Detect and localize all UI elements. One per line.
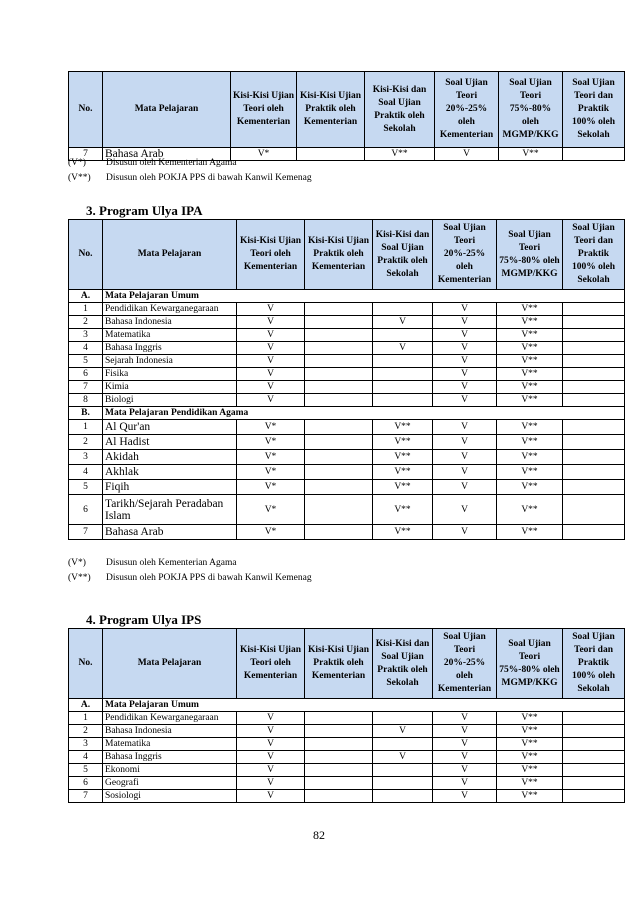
cell-c5: V** bbox=[497, 495, 563, 525]
cell-name: Al Qur'an bbox=[103, 420, 237, 435]
cell-no: 5 bbox=[69, 480, 103, 495]
cell-c4: V bbox=[433, 738, 497, 751]
cell-c3 bbox=[373, 738, 433, 751]
cell-c3 bbox=[373, 777, 433, 790]
cell-name: Pendidikan Kewarganegaraan bbox=[103, 303, 237, 316]
note-text: Disusun oleh POKJA PPS di bawah Kanwil Kemenag bbox=[106, 173, 312, 183]
cell-c6 bbox=[563, 342, 625, 355]
cell-c3: V bbox=[373, 342, 433, 355]
cell-c1: V* bbox=[237, 420, 305, 435]
table-row bbox=[69, 342, 625, 355]
cell-c1: V bbox=[237, 725, 305, 738]
cell-c5: V** bbox=[497, 738, 563, 751]
group-no: A. bbox=[69, 699, 103, 712]
cell-no: 1 bbox=[69, 712, 103, 725]
table-row bbox=[69, 777, 625, 790]
cell-name: Matematika bbox=[103, 738, 237, 751]
cell-c5: V** bbox=[497, 342, 563, 355]
cell-c4: V bbox=[433, 480, 497, 495]
note-text: Disusun oleh Kementerian Agama bbox=[106, 558, 237, 568]
header-soal-100: Soal Ujian Teori dan Praktik 100% oleh Sekolah bbox=[563, 629, 625, 699]
cell-no: 5 bbox=[69, 355, 103, 368]
cell-no: 4 bbox=[69, 342, 103, 355]
page-number: 82 bbox=[313, 828, 325, 842]
header-kisi-sekolah: Kisi-Kisi dan Soal Ujian Praktik oleh Sekolah bbox=[373, 220, 433, 290]
cell-no: 6 bbox=[69, 777, 103, 790]
cell-name: Tarikh/Sejarah Peradaban Islam bbox=[103, 495, 237, 525]
cell-c1: V bbox=[237, 738, 305, 751]
note-text: Disusun oleh Kementerian Agama bbox=[106, 158, 237, 168]
table-row bbox=[69, 450, 625, 465]
table-row bbox=[69, 303, 625, 316]
cell-no: 7 bbox=[69, 790, 103, 803]
cell-c1: V bbox=[237, 381, 305, 394]
cell-c1: V bbox=[237, 355, 305, 368]
cell-c1: V* bbox=[237, 450, 305, 465]
table-row bbox=[69, 712, 625, 725]
cell-c1: V bbox=[237, 329, 305, 342]
cell-name: Bahasa Indonesia bbox=[103, 316, 237, 329]
group-row bbox=[69, 407, 625, 420]
notes-top bbox=[68, 156, 312, 186]
cell-c6 bbox=[563, 790, 625, 803]
cell-c3: V** bbox=[373, 420, 433, 435]
ipa-body bbox=[69, 290, 625, 540]
notes-ipa bbox=[68, 556, 312, 586]
cell-c5: V** bbox=[497, 712, 563, 725]
cell-c6 bbox=[563, 420, 625, 435]
cell-c6 bbox=[563, 712, 625, 725]
cell-c6 bbox=[563, 368, 625, 381]
header-kisi-teori: Kisi-Kisi Ujian Teori oleh Kementerian bbox=[237, 220, 305, 290]
cell-c2 bbox=[305, 764, 373, 777]
cell-c1: V* bbox=[237, 435, 305, 450]
cell-no: 2 bbox=[69, 435, 103, 450]
cell-name: Matematika bbox=[103, 329, 237, 342]
cell-c4: V bbox=[433, 329, 497, 342]
cell-c1: V bbox=[237, 764, 305, 777]
cell-c5: V** bbox=[497, 381, 563, 394]
cell-c6 bbox=[563, 495, 625, 525]
cell-c1: V bbox=[237, 342, 305, 355]
cell-no: 7 bbox=[69, 148, 103, 161]
cell-c4: V bbox=[433, 525, 497, 540]
cell-no: 3 bbox=[69, 738, 103, 751]
group-no: B. bbox=[69, 407, 103, 420]
note-key: (V*) bbox=[68, 158, 86, 168]
cell-c1: V bbox=[237, 303, 305, 316]
table-row bbox=[69, 368, 625, 381]
cell-c3: V** bbox=[373, 435, 433, 450]
header-soal-100: Soal Ujian Teori dan Praktik 100% oleh Sekolah bbox=[563, 220, 625, 290]
table-row bbox=[69, 329, 625, 342]
cell-name: Fisika bbox=[103, 368, 237, 381]
ips-body bbox=[69, 699, 625, 803]
group-name: Mata Pelajaran Pendidikan Agama bbox=[103, 407, 625, 420]
header-mata-pelajaran: Mata Pelajaran bbox=[103, 629, 237, 699]
cell-c6 bbox=[563, 303, 625, 316]
cell-c2 bbox=[305, 329, 373, 342]
cell-c6 bbox=[563, 480, 625, 495]
cell-c3: V** bbox=[373, 495, 433, 525]
cell-c3 bbox=[373, 329, 433, 342]
cell-name: Bahasa Inggris bbox=[103, 342, 237, 355]
header-soal-75: Soal Ujian Teori 75%-80% oleh MGMP/KKG bbox=[497, 629, 563, 699]
cell-c2 bbox=[305, 777, 373, 790]
cell-c4: V bbox=[433, 394, 497, 407]
table-row bbox=[69, 394, 625, 407]
cell-c1: V* bbox=[237, 465, 305, 480]
cell-c5: V** bbox=[497, 435, 563, 450]
group-row bbox=[69, 290, 625, 303]
cell-c4: V bbox=[433, 368, 497, 381]
cell-c4: V bbox=[433, 495, 497, 525]
cell-c3: V** bbox=[373, 525, 433, 540]
cell-c4: V bbox=[433, 751, 497, 764]
cell-c1: V bbox=[237, 751, 305, 764]
cell-c4: V bbox=[433, 355, 497, 368]
cell-c6 bbox=[563, 394, 625, 407]
cell-c3: V bbox=[373, 316, 433, 329]
header-kisi-teori: Kisi-Kisi Ujian Teori oleh Kementerian bbox=[231, 72, 297, 148]
cell-c2 bbox=[305, 435, 373, 450]
cell-c6 bbox=[563, 777, 625, 790]
cell-c3 bbox=[373, 712, 433, 725]
note-key: (V**) bbox=[68, 573, 91, 583]
cell-c3 bbox=[373, 368, 433, 381]
cell-c4: V bbox=[433, 777, 497, 790]
cell-c3: V** bbox=[373, 480, 433, 495]
table-row bbox=[69, 465, 625, 480]
header-mata-pelajaran: Mata Pelajaran bbox=[103, 72, 231, 148]
cell-c2 bbox=[305, 525, 373, 540]
cell-no: 8 bbox=[69, 394, 103, 407]
cell-c6 bbox=[563, 738, 625, 751]
cell-no: 4 bbox=[69, 751, 103, 764]
cell-c4: V bbox=[433, 381, 497, 394]
cell-name: Fiqih bbox=[103, 480, 237, 495]
table-row bbox=[69, 381, 625, 394]
group-row bbox=[69, 699, 625, 712]
table-row bbox=[69, 435, 625, 450]
cell-c5: V** bbox=[497, 420, 563, 435]
cell-c2 bbox=[305, 368, 373, 381]
cell-c5: V** bbox=[497, 790, 563, 803]
cell-c1: V bbox=[237, 790, 305, 803]
cell-c6 bbox=[563, 525, 625, 540]
cell-c5: V** bbox=[497, 329, 563, 342]
cell-name: Pendidikan Kewarganegaraan bbox=[103, 712, 237, 725]
cell-c5: V** bbox=[497, 777, 563, 790]
cell-c5: V** bbox=[497, 450, 563, 465]
cell-c6 bbox=[563, 329, 625, 342]
cell-c1: V bbox=[237, 394, 305, 407]
cell-c6 bbox=[563, 764, 625, 777]
cell-name: Akhlak bbox=[103, 465, 237, 480]
cell-name: Sejarah Indonesia bbox=[103, 355, 237, 368]
cell-name: Kimia bbox=[103, 381, 237, 394]
cell-c6 bbox=[563, 725, 625, 738]
cell-name: Al Hadist bbox=[103, 435, 237, 450]
note-row bbox=[68, 156, 312, 171]
group-name: Mata Pelajaran Umum bbox=[103, 699, 625, 712]
cell-c1: V bbox=[237, 316, 305, 329]
cell-no: 6 bbox=[69, 368, 103, 381]
group-name: Mata Pelajaran Umum bbox=[103, 290, 625, 303]
cell-c2 bbox=[305, 381, 373, 394]
cell-c1: V bbox=[237, 712, 305, 725]
table-ips bbox=[68, 628, 625, 803]
cell-c4: V bbox=[433, 465, 497, 480]
cell-c5: V** bbox=[497, 525, 563, 540]
cell-c4: V bbox=[433, 725, 497, 738]
cell-no: 2 bbox=[69, 316, 103, 329]
header-soal-20: Soal Ujian Teori 20%-25% oleh Kementerian bbox=[433, 220, 497, 290]
header-kisi-praktik: Kisi-Kisi Ujian Praktik oleh Kementerian bbox=[297, 72, 365, 148]
header-soal-20: Soal Ujian Teori 20%-25% oleh Kementerian bbox=[433, 629, 497, 699]
cell-c3 bbox=[373, 303, 433, 316]
cell-c3: V** bbox=[373, 450, 433, 465]
cell-c2 bbox=[305, 725, 373, 738]
cell-name: Akidah bbox=[103, 450, 237, 465]
cell-c3 bbox=[373, 764, 433, 777]
header-no: No. bbox=[69, 72, 103, 148]
cell-no: 5 bbox=[69, 764, 103, 777]
table-top bbox=[68, 71, 625, 161]
cell-c2 bbox=[305, 712, 373, 725]
note-key: (V**) bbox=[68, 173, 91, 183]
table-row bbox=[69, 480, 625, 495]
cell-c2 bbox=[305, 394, 373, 407]
cell-c5: V** bbox=[497, 751, 563, 764]
cell-c6 bbox=[563, 355, 625, 368]
table-row bbox=[69, 725, 625, 738]
cell-c2 bbox=[305, 303, 373, 316]
cell-c4: V bbox=[433, 342, 497, 355]
group-no: A. bbox=[69, 290, 103, 303]
cell-c6 bbox=[563, 381, 625, 394]
section-heading-ipa: 3. Program Ulya IPA bbox=[86, 203, 203, 218]
header-no: No. bbox=[69, 629, 103, 699]
cell-c4: V bbox=[433, 790, 497, 803]
cell-c5: V** bbox=[497, 355, 563, 368]
cell-c5: V** bbox=[497, 316, 563, 329]
cell-c3 bbox=[373, 381, 433, 394]
table-row bbox=[69, 738, 625, 751]
cell-no: 6 bbox=[69, 495, 103, 525]
cell-c2 bbox=[305, 316, 373, 329]
table-row bbox=[69, 525, 625, 540]
cell-c2 bbox=[305, 480, 373, 495]
cell-c3 bbox=[373, 394, 433, 407]
section-heading-ips: 4. Program Ulya IPS bbox=[86, 612, 202, 627]
table-row bbox=[69, 316, 625, 329]
cell-c3: V bbox=[373, 751, 433, 764]
cell-c2 bbox=[305, 738, 373, 751]
cell-c3: V** bbox=[373, 465, 433, 480]
table-row bbox=[69, 764, 625, 777]
header-kisi-teori: Kisi-Kisi Ujian Teori oleh Kementerian bbox=[237, 629, 305, 699]
header-mata-pelajaran: Mata Pelajaran bbox=[103, 220, 237, 290]
table-row bbox=[69, 495, 625, 525]
note-key: (V*) bbox=[68, 558, 86, 568]
header-soal-75: Soal Ujian Teori 75%-80% oleh MGMP/KKG bbox=[497, 220, 563, 290]
cell-c2 bbox=[305, 465, 373, 480]
header-soal-100: Soal Ujian Teori dan Praktik 100% oleh Sekolah bbox=[563, 72, 625, 148]
header-kisi-sekolah: Kisi-Kisi dan Soal Ujian Praktik oleh Sekolah bbox=[365, 72, 435, 148]
cell-c5: V** bbox=[497, 764, 563, 777]
cell-c3 bbox=[373, 790, 433, 803]
cell-c1: V* bbox=[237, 495, 305, 525]
cell-name: Ekonomi bbox=[103, 764, 237, 777]
cell-no: 7 bbox=[69, 525, 103, 540]
cell-c4: V bbox=[433, 764, 497, 777]
cell-c5: V** bbox=[497, 480, 563, 495]
cell-name: Bahasa Indonesia bbox=[103, 725, 237, 738]
cell-c3: V** bbox=[365, 148, 435, 161]
header-kisi-sekolah: Kisi-Kisi dan Soal Ujian Praktik oleh Sekolah bbox=[373, 629, 433, 699]
table-row bbox=[69, 355, 625, 368]
cell-no: 2 bbox=[69, 725, 103, 738]
cell-c5: V** bbox=[497, 368, 563, 381]
cell-c6 bbox=[563, 316, 625, 329]
cell-name: Sosiologi bbox=[103, 790, 237, 803]
cell-c6 bbox=[563, 450, 625, 465]
cell-c2 bbox=[305, 450, 373, 465]
cell-c2 bbox=[305, 751, 373, 764]
note-row bbox=[68, 571, 312, 586]
cell-c4: V bbox=[433, 303, 497, 316]
cell-c3 bbox=[373, 355, 433, 368]
cell-c2 bbox=[305, 495, 373, 525]
cell-c6 bbox=[563, 465, 625, 480]
cell-c4: V bbox=[433, 420, 497, 435]
cell-c2 bbox=[305, 420, 373, 435]
table-row bbox=[69, 790, 625, 803]
cell-name: Geografi bbox=[103, 777, 237, 790]
cell-c2 bbox=[305, 355, 373, 368]
header-soal-75: Soal Ujian Teori 75%-80% oleh MGMP/KKG bbox=[499, 72, 563, 148]
cell-c4: V bbox=[433, 712, 497, 725]
cell-no: 3 bbox=[69, 329, 103, 342]
header-kisi-praktik: Kisi-Kisi Ujian Praktik oleh Kementerian bbox=[305, 220, 373, 290]
table-ipa bbox=[68, 219, 625, 540]
note-text: Disusun oleh POKJA PPS di bawah Kanwil Kemenag bbox=[106, 573, 312, 583]
header-no: No. bbox=[69, 220, 103, 290]
cell-c5: V** bbox=[497, 465, 563, 480]
cell-c1: V* bbox=[237, 525, 305, 540]
note-row bbox=[68, 171, 312, 186]
cell-c5: V** bbox=[497, 394, 563, 407]
cell-name: Bahasa Inggris bbox=[103, 751, 237, 764]
cell-c4: V bbox=[433, 316, 497, 329]
cell-c1: V bbox=[237, 368, 305, 381]
cell-c4: V bbox=[433, 435, 497, 450]
cell-no: 1 bbox=[69, 303, 103, 316]
cell-c4: V bbox=[433, 450, 497, 465]
cell-name: Biologi bbox=[103, 394, 237, 407]
cell-no: 3 bbox=[69, 450, 103, 465]
cell-name: Bahasa Arab bbox=[103, 525, 237, 540]
cell-c1: V bbox=[237, 777, 305, 790]
cell-c6 bbox=[563, 148, 625, 161]
cell-c5: V** bbox=[497, 725, 563, 738]
table-row bbox=[69, 751, 625, 764]
cell-c6 bbox=[563, 435, 625, 450]
cell-c2 bbox=[305, 790, 373, 803]
cell-no: 1 bbox=[69, 420, 103, 435]
cell-c1: V* bbox=[237, 480, 305, 495]
cell-no: 4 bbox=[69, 465, 103, 480]
header-soal-20: Soal Ujian Teori 20%-25% oleh Kementerian bbox=[435, 72, 499, 148]
table-row bbox=[69, 420, 625, 435]
cell-c4: V bbox=[435, 148, 499, 161]
cell-c2 bbox=[305, 342, 373, 355]
cell-c3: V bbox=[373, 725, 433, 738]
header-kisi-praktik: Kisi-Kisi Ujian Praktik oleh Kementerian bbox=[305, 629, 373, 699]
cell-c6 bbox=[563, 751, 625, 764]
cell-no: 7 bbox=[69, 381, 103, 394]
cell-name: Bahasa Arab bbox=[103, 148, 231, 161]
cell-c5: V** bbox=[499, 148, 563, 161]
note-row bbox=[68, 556, 312, 571]
cell-c1: V* bbox=[231, 148, 297, 161]
cell-c5: V** bbox=[497, 303, 563, 316]
